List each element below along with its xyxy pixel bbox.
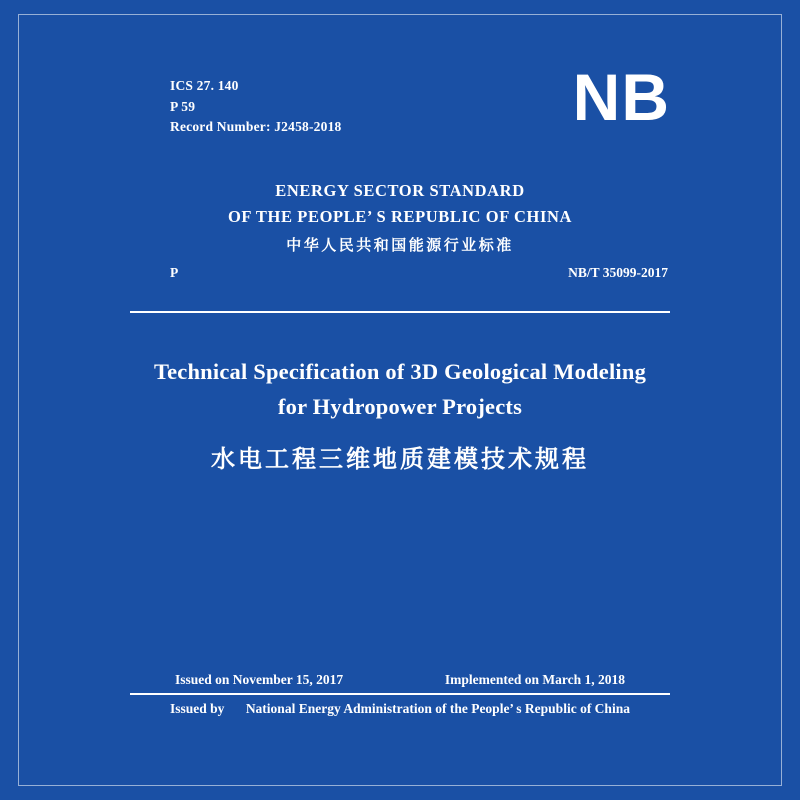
divider-bottom [130, 693, 670, 695]
issued-on-date: Issued on November 15, 2017 [175, 672, 344, 687]
nb-logo: NB [572, 60, 670, 134]
document-title-block [130, 355, 670, 474]
ics-number: ICS 27. 140 [170, 78, 239, 93]
issued-by-organization: National Energy Administration of the People’ s Republic of China [245, 701, 630, 716]
title-cn: 水电工程三维地质建模技术规程 [211, 444, 589, 473]
standard-authority-block [130, 178, 670, 255]
divider-top [130, 311, 670, 313]
title-en-line-2: for Hydropower Projects [277, 393, 523, 419]
cover-content [130, 0, 670, 800]
issued-by-row [130, 701, 670, 717]
standard-code-row [170, 265, 668, 281]
issued-by-label: Issued by [170, 701, 225, 716]
standard-number: NB/T 35099-2017 [568, 265, 668, 280]
implemented-on-date: Implemented on March 1, 2018 [444, 672, 625, 687]
classification-code: P 59 [170, 98, 196, 114]
category-code: P [170, 265, 179, 280]
cover-header [170, 60, 670, 138]
standard-line-cn: 中华人民共和国能源行业标准 [286, 236, 514, 255]
standard-line-en-1: ENERGY SECTOR STANDARD [275, 181, 525, 200]
standard-line-en-2: OF THE PEOPLE’ S REPUBLIC OF CHINA [227, 206, 573, 226]
record-number: Record Number: J2458-2018 [170, 119, 342, 135]
title-en-line-1: Technical Specification of 3D Geological Modeling [153, 359, 647, 384]
cover-dates-row [175, 672, 625, 688]
